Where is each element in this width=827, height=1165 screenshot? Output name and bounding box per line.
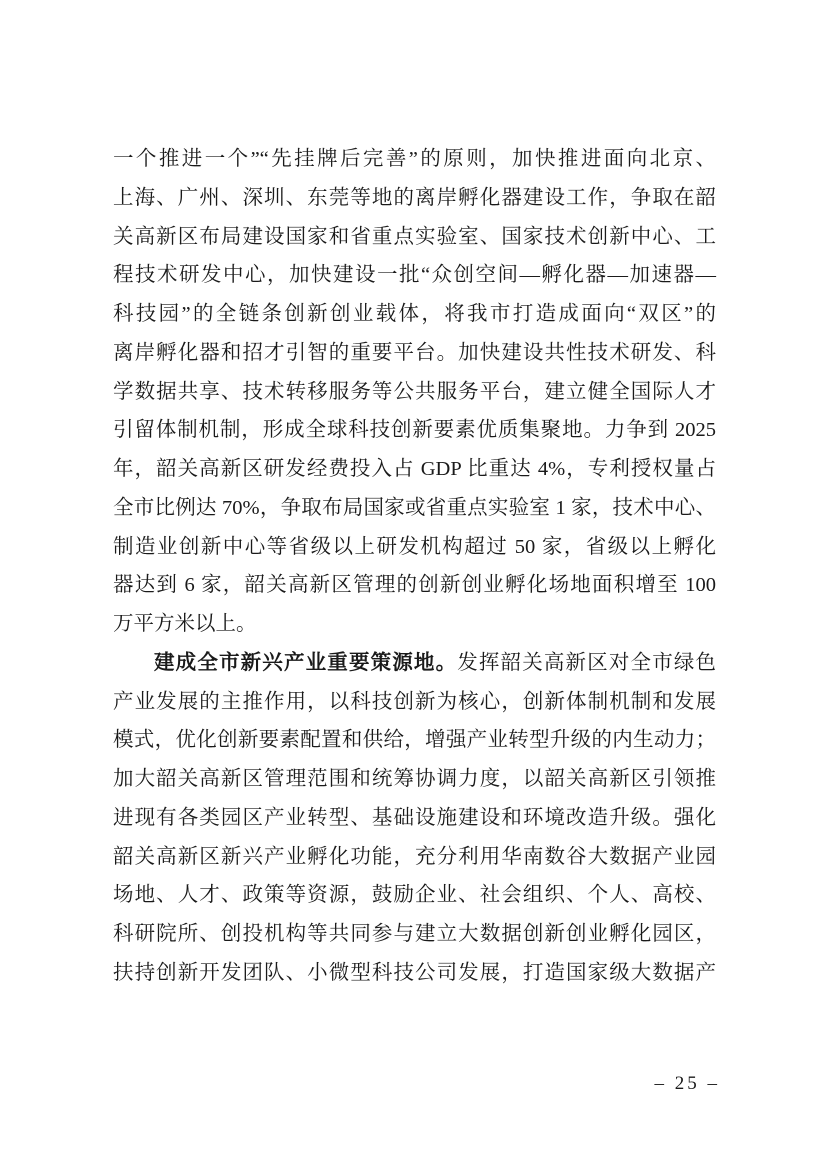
line-text: 全市比例达 70%，争取布局国家或省重点实验室 1 家，技术中心、 [113,496,716,519]
line-text: 扶持创新开发团队、小微型科技公司发展，打造国家级大数据产 [113,961,716,984]
line-text: 科技园”的全链条创新创业载体，将我市打造成面向“双区”的 [113,303,716,325]
line-text: 产业发展的主推作用，以科技创新为核心，创新体制机制和发展 [113,690,716,713]
line-text: 一个推进一个”“先挂牌后完善”的原则，加快推进面向北京、 [113,148,716,170]
line-text: 韶关高新区新兴产业孵化功能，充分利用华南数谷大数据产业园 [113,845,716,868]
text-line [113,876,716,915]
line-text: 学数据共享、技术转移服务等公共服务平台，建立健全国际人才 [113,380,716,403]
text-line [113,179,716,218]
text-line [113,528,716,567]
line-text: 关高新区布局建设国家和省重点实验室、国家技术创新中心、工 [113,225,716,248]
text-line [113,915,716,954]
line-text: 模式，优化创新要素配置和供给，增强产业转型升级的内生动力； [113,729,716,752]
text-line [113,450,716,489]
paragraph-lead-text: 建成全市新兴产业重要策源地。 [154,651,458,674]
line-text: 上海、广州、深圳、东莞等地的离岸孵化器建设工作，争取在韶 [113,186,716,209]
text-line [113,566,716,605]
text-line [113,411,716,450]
page-number: – 25 – [654,1073,720,1094]
line-text: 进现有各类园区产业转型、基础设施建设和环境改造升级。强化 [113,806,716,829]
body-text [113,140,716,993]
line-text: 引留体制机制，形成全球科技创新要素优质集聚地。力争到 2025 [113,419,716,442]
text-line [113,256,716,295]
text-line [113,489,716,528]
line-text: 制造业创新中心等省级以上研发机构超过 50 家，省级以上孵化 [113,535,716,558]
text-line [113,683,716,722]
text-line [113,838,716,877]
text-line [113,644,716,683]
line-text: 场地、人才、政策等资源，鼓励企业、社会组织、个人、高校、 [113,884,716,907]
text-line [113,721,716,760]
text-line [113,373,716,412]
line-text: 万平方米以上。 [113,613,257,635]
text-line [113,954,716,993]
line-text: 科研院所、创投机构等共同参与建立大数据创新创业孵化园区， [113,923,716,945]
text-line [113,334,716,373]
text-line [113,218,716,257]
text-line [113,605,716,644]
line-text: 离岸孵化器和招才引智的重要平台。加快建设共性技术研发、科 [113,341,716,364]
page-footer [0,1070,720,1098]
line-text: 加大韶关高新区管理范围和统筹协调力度，以韶关高新区引领推 [113,768,716,790]
line-text: 年，韶关高新区研发经费投入占 GDP 比重达 4%，专利授权量占 [113,458,716,480]
text-line [113,295,716,334]
text-line [113,140,716,179]
text-line [113,760,716,799]
line-text: 器达到 6 家，韶关高新区管理的创新创业孵化场地面积增至 100 [113,574,716,597]
line-text: 发挥韶关高新区对全市绿色 [457,651,717,674]
line-text: 程技术研发中心，加快建设一批“众创空间—孵化器—加速器— [113,264,716,287]
text-line [113,799,716,838]
